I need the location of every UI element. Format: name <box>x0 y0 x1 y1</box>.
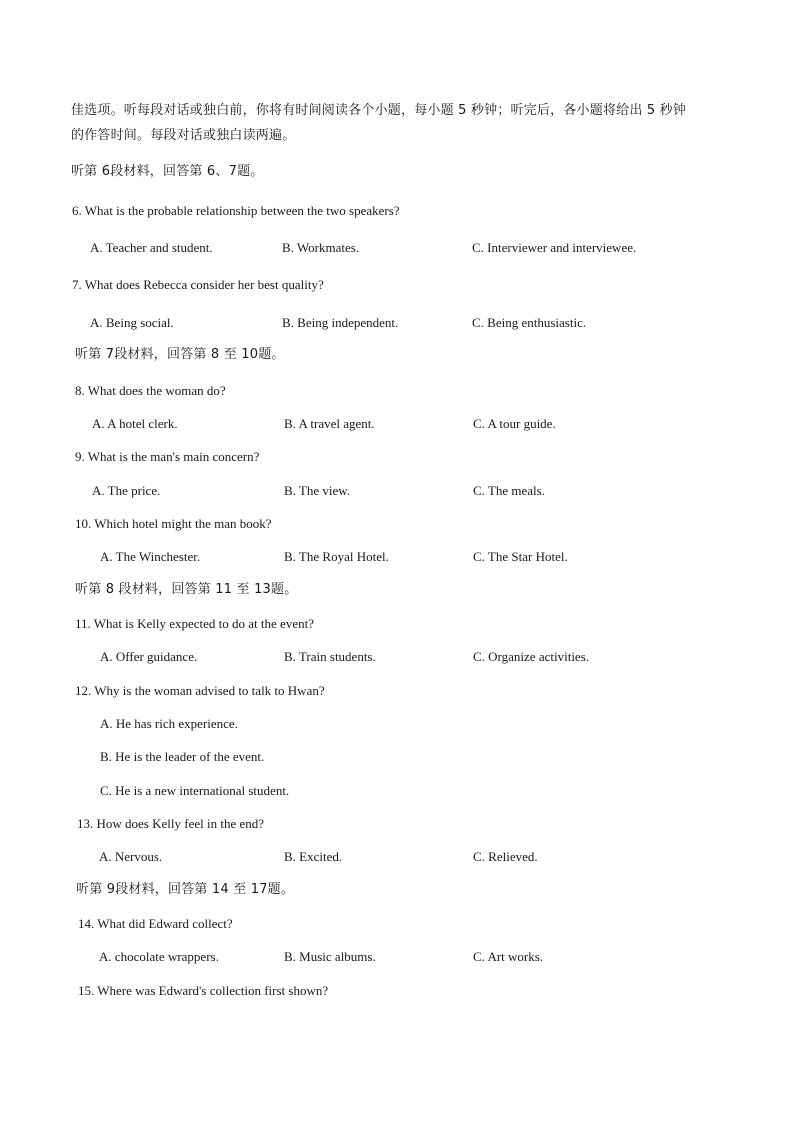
question-13: 13. How does Kelly feel in the end? <box>77 816 265 831</box>
question-8-option-a: A. A hotel clerk. <box>92 416 178 431</box>
question-6-option-a: A. Teacher and student. <box>90 240 213 255</box>
question-13-option-a: A. Nervous. <box>99 849 163 864</box>
question-8: 8. What does the woman do? <box>75 383 226 398</box>
question-9-option-b: B. The view. <box>284 483 351 498</box>
question-8-option-b: B. A travel agent. <box>284 416 375 431</box>
question-12-option-b: B. He is the leader of the event. <box>100 749 265 764</box>
question-9: 9. What is the man's main concern? <box>75 449 260 464</box>
section-9-heading: 听第 9段材料，回答第 14 至 17题。 <box>76 882 295 897</box>
question-10: 10. Which hotel might the man book? <box>75 516 272 531</box>
section-7-heading: 听第 7段材料，回答第 8 至 10题。 <box>75 347 285 362</box>
question-7: 7. What does Rebecca consider her best quality? <box>72 277 324 292</box>
question-11: 11. What is Kelly expected to do at the event? <box>75 616 314 631</box>
question-12: 12. Why is the woman advised to talk to Hwan? <box>75 683 325 698</box>
question-7-option-b: B. Being independent. <box>282 315 399 330</box>
question-8-option-c: C. A tour guide. <box>473 416 556 431</box>
question-11-option-a: A. Offer guidance. <box>100 649 198 664</box>
question-13-option-c: C. Relieved. <box>473 849 538 864</box>
question-14-option-a: A. chocolate wrappers. <box>99 949 219 964</box>
question-9-option-c: C. The meals. <box>473 483 545 498</box>
question-6-option-c: C. Interviewer and interviewee. <box>472 240 637 255</box>
question-9-option-a: A. The price. <box>92 483 161 498</box>
instructions-line-2: 的作答时间。每段对话或独白读两遍。 <box>71 128 296 143</box>
question-13-option-b: B. Excited. <box>284 849 343 864</box>
question-10-option-b: B. The Royal Hotel. <box>284 549 389 564</box>
question-10-option-c: C. The Star Hotel. <box>473 549 568 564</box>
question-6: 6. What is the probable relationship between the two speakers? <box>72 203 400 218</box>
question-11-option-c: C. Organize activities. <box>473 649 590 664</box>
question-14-option-c: C. Art works. <box>473 949 544 964</box>
question-6-option-b: B. Workmates. <box>282 240 360 255</box>
instructions-line-1: 佳选项。听每段对话或独白前，你将有时间阅读各个小题，每小题 5 秒钟；听完后，各小题将给出 5 秒钟 <box>71 103 687 118</box>
question-14: 14. What did Edward collect? <box>78 916 233 931</box>
question-10-option-a: A. The Winchester. <box>100 549 201 564</box>
question-7-option-c: C. Being enthusiastic. <box>472 315 587 330</box>
question-7-option-a: A. Being social. <box>90 315 174 330</box>
question-15: 15. Where was Edward's collection first shown? <box>78 983 329 998</box>
question-11-option-b: B. Train students. <box>284 649 376 664</box>
section-8-heading: 听第 8 段材料，回答第 11 至 13题。 <box>75 582 298 597</box>
question-12-option-c: C. He is a new international student. <box>100 783 290 798</box>
section-6-heading: 听第 6段材料，回答第 6、7题。 <box>71 164 264 179</box>
question-14-option-b: B. Music albums. <box>284 949 376 964</box>
question-12-option-a: A. He has rich experience. <box>100 716 238 731</box>
